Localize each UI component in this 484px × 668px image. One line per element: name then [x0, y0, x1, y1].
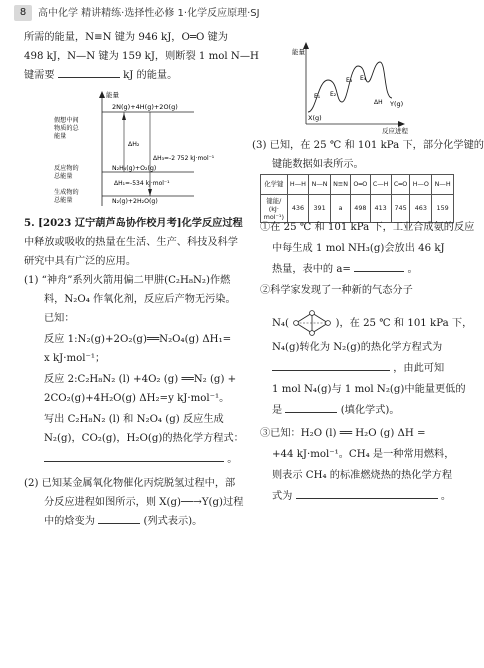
- reaction-progress-diagram: [292, 40, 442, 135]
- text-line: [272, 359, 444, 378]
- text-line: [272, 310, 472, 336]
- answer-blank[interactable]: [44, 450, 224, 462]
- answer-blank[interactable]: [98, 512, 140, 524]
- text-line: 1 mol N₄(g)与 1 mol N₂(g)中能量更低的: [272, 384, 466, 395]
- text-line: [24, 66, 177, 85]
- text-span: 式为: [272, 491, 293, 502]
- answer-blank[interactable]: [354, 260, 404, 272]
- table-cell: a: [330, 195, 350, 223]
- text-span: (列式表示)。: [143, 516, 203, 527]
- text-span: 键需要: [24, 70, 55, 81]
- table-cell: 745: [391, 195, 410, 223]
- text-line: 498 kJ，N—N 键为 159 kJ，则断裂 1 mol N—H: [24, 51, 259, 62]
- text-line: +44 kJ·mol⁻¹。CH₄ 是一种常用燃料，: [272, 449, 455, 460]
- text-line: ②科学家发现了一种新的气态分子: [260, 285, 413, 296]
- text-line: [44, 450, 237, 469]
- y-axis-label: 能量: [292, 48, 305, 56]
- text-line: 已知：: [44, 313, 75, 324]
- row-label: 键能/: [266, 196, 282, 205]
- table-cell: 化学键: [261, 175, 288, 195]
- x-g-label: X(g): [308, 114, 322, 122]
- text-line: [272, 260, 418, 279]
- table-cell: C—H: [370, 175, 391, 195]
- row-label: mol⁻¹): [263, 212, 284, 221]
- text-span: 热量，表中的 a=: [272, 264, 351, 275]
- text-span: 。: [407, 264, 418, 275]
- text-line: 反应 2:C₂H₈N₂ (l) +4O₂ (g) ══N₂ (g) +: [44, 374, 237, 385]
- text-line: x kJ·mol⁻¹；: [44, 353, 106, 364]
- page-number: 8: [14, 5, 32, 21]
- energy-level-diagram: [54, 88, 229, 210]
- text-span: 。: [440, 491, 452, 502]
- y-g-label: Y(g): [390, 100, 404, 108]
- table-cell: N≡N: [330, 175, 350, 195]
- table-cell: 436: [287, 195, 309, 223]
- answer-blank[interactable]: [58, 66, 120, 78]
- delta-h-label: ΔH: [374, 99, 383, 106]
- level-label: N₂(g)+2H₂O(g): [112, 198, 158, 205]
- answer-blank[interactable]: [272, 359, 390, 371]
- table-cell: 413: [370, 195, 391, 223]
- text-span: N₄(: [272, 318, 289, 329]
- text-span: kJ 的能量。: [123, 70, 178, 81]
- y-label: 假想中间: [54, 117, 79, 124]
- text-span: )，在 25 ℃ 和 101 kPa 下，: [335, 318, 473, 329]
- answer-blank[interactable]: [296, 487, 438, 499]
- axis-label: 能量: [106, 91, 119, 99]
- text-line: ③已知：H₂O (l) ══ H₂O (g) ΔH =: [260, 428, 426, 439]
- text-line: (1) “神舟”系列火箭用偏二甲肼(C₂H₈N₂)作燃: [24, 275, 231, 286]
- y-label: 总能量: [54, 173, 73, 180]
- table-cell: H—H: [287, 175, 309, 195]
- delta-h1-label: ΔH₁=-534 kJ·mol⁻¹: [114, 180, 170, 187]
- y-label: 总能量: [54, 197, 73, 204]
- question-5-title: [24, 214, 243, 233]
- text-line: N₄(g)转化为 N₂(g)的热化学方程式为: [272, 342, 443, 353]
- text-line: (3) 已知，在 25 ℃ 和 101 kPa 下，部分化学键的: [252, 140, 484, 151]
- level-label: N₂H₄(g)+O₂(g): [112, 165, 157, 172]
- table-cell: 159: [432, 195, 454, 223]
- x-axis-label: 反应进程: [382, 127, 408, 135]
- text-line: [272, 401, 400, 420]
- text-line: [272, 487, 451, 506]
- table-cell: O═O: [351, 175, 370, 195]
- text-span: 是: [272, 405, 283, 416]
- delta-h3-label: ΔH₃=-2 752 kJ·mol⁻¹: [153, 155, 215, 162]
- e1-label: E₁: [314, 93, 321, 100]
- text-line: 分反应进程如图所示，则 X(g)──→Y(g)过程: [44, 497, 244, 508]
- e2-label: E₂: [330, 91, 337, 98]
- delta-h2-label: ΔH₂: [128, 141, 140, 148]
- table-cell: H—O: [410, 175, 432, 195]
- text-line: 中释放或吸收的热量在生活、生产、科技及科学: [24, 237, 238, 248]
- y-label: 生成物的: [54, 189, 79, 196]
- text-span: (填化学式)。: [340, 405, 400, 416]
- text-line: 反应 1:N₂(g)+2O₂(g)══N₂O₄(g) ΔH₁=: [44, 334, 232, 345]
- row-label: (kJ·: [268, 204, 279, 213]
- table-cell: 391: [309, 195, 331, 223]
- text-line: 2CO₂(g)+4H₂O(g) ΔH₂=y kJ·mol⁻¹。: [44, 393, 230, 404]
- text-line: ①在 25 ℃ 和 101 kPa 下，工业合成氨的反应: [260, 222, 475, 233]
- y-label: 能量: [54, 133, 67, 140]
- text-span: 。: [227, 454, 238, 465]
- text-line: 中每生成 1 mol NH₃(g)会放出 46 kJ: [272, 243, 445, 254]
- text-line: N₂(g)，CO₂(g)，H₂O(g)的热化学方程式：: [44, 433, 244, 444]
- text-line: 所需的能量，N≡N 键为 946 kJ，O═O 键为: [24, 32, 228, 43]
- n4-tetrahedron-icon: [292, 310, 332, 336]
- level-label: 2N(g)+4H(g)+2O(g): [112, 103, 178, 111]
- y-label: 物质的总: [54, 125, 79, 132]
- y-label: 反应物的: [54, 165, 79, 172]
- text-line: 料，N₂O₄ 作氧化剂，反应后产物无污染。: [44, 294, 236, 305]
- bond-energy-table: [260, 174, 454, 223]
- text-line: 则表示 CH₄ 的标准燃烧热的热化学方程: [272, 470, 453, 481]
- text-line: (2) 已知某金属氧化物催化丙烷脱氢过程中，部: [24, 478, 236, 489]
- table-cell: N—N: [309, 175, 331, 195]
- text-span: 中的焓变为: [44, 516, 95, 527]
- text-span: ，由此可知: [393, 363, 445, 374]
- question-5-heading: 5. [2023 辽宁葫芦岛协作校月考]化学反应过程: [24, 217, 243, 229]
- text-line: 键能数据如表所示。: [272, 159, 364, 170]
- text-line: 写出 C₂H₈N₂ (l) 和 N₂O₄ (g) 反应生成: [44, 414, 224, 425]
- running-header: 高中化学 精讲精练·选择性必修 1·化学反应原理·SJ: [38, 8, 260, 19]
- table-cell: 463: [410, 195, 432, 223]
- table-cell: 498: [351, 195, 370, 223]
- table-header-row: [261, 175, 454, 195]
- e4-label: E₄: [360, 75, 367, 82]
- table-cell: C═O: [391, 175, 410, 195]
- table-cell: N—H: [432, 175, 454, 195]
- text-line: 研究中具有广泛的应用。: [24, 256, 137, 267]
- e3-label: E₃: [346, 77, 353, 84]
- text-line: [44, 512, 202, 531]
- answer-blank[interactable]: [285, 401, 337, 413]
